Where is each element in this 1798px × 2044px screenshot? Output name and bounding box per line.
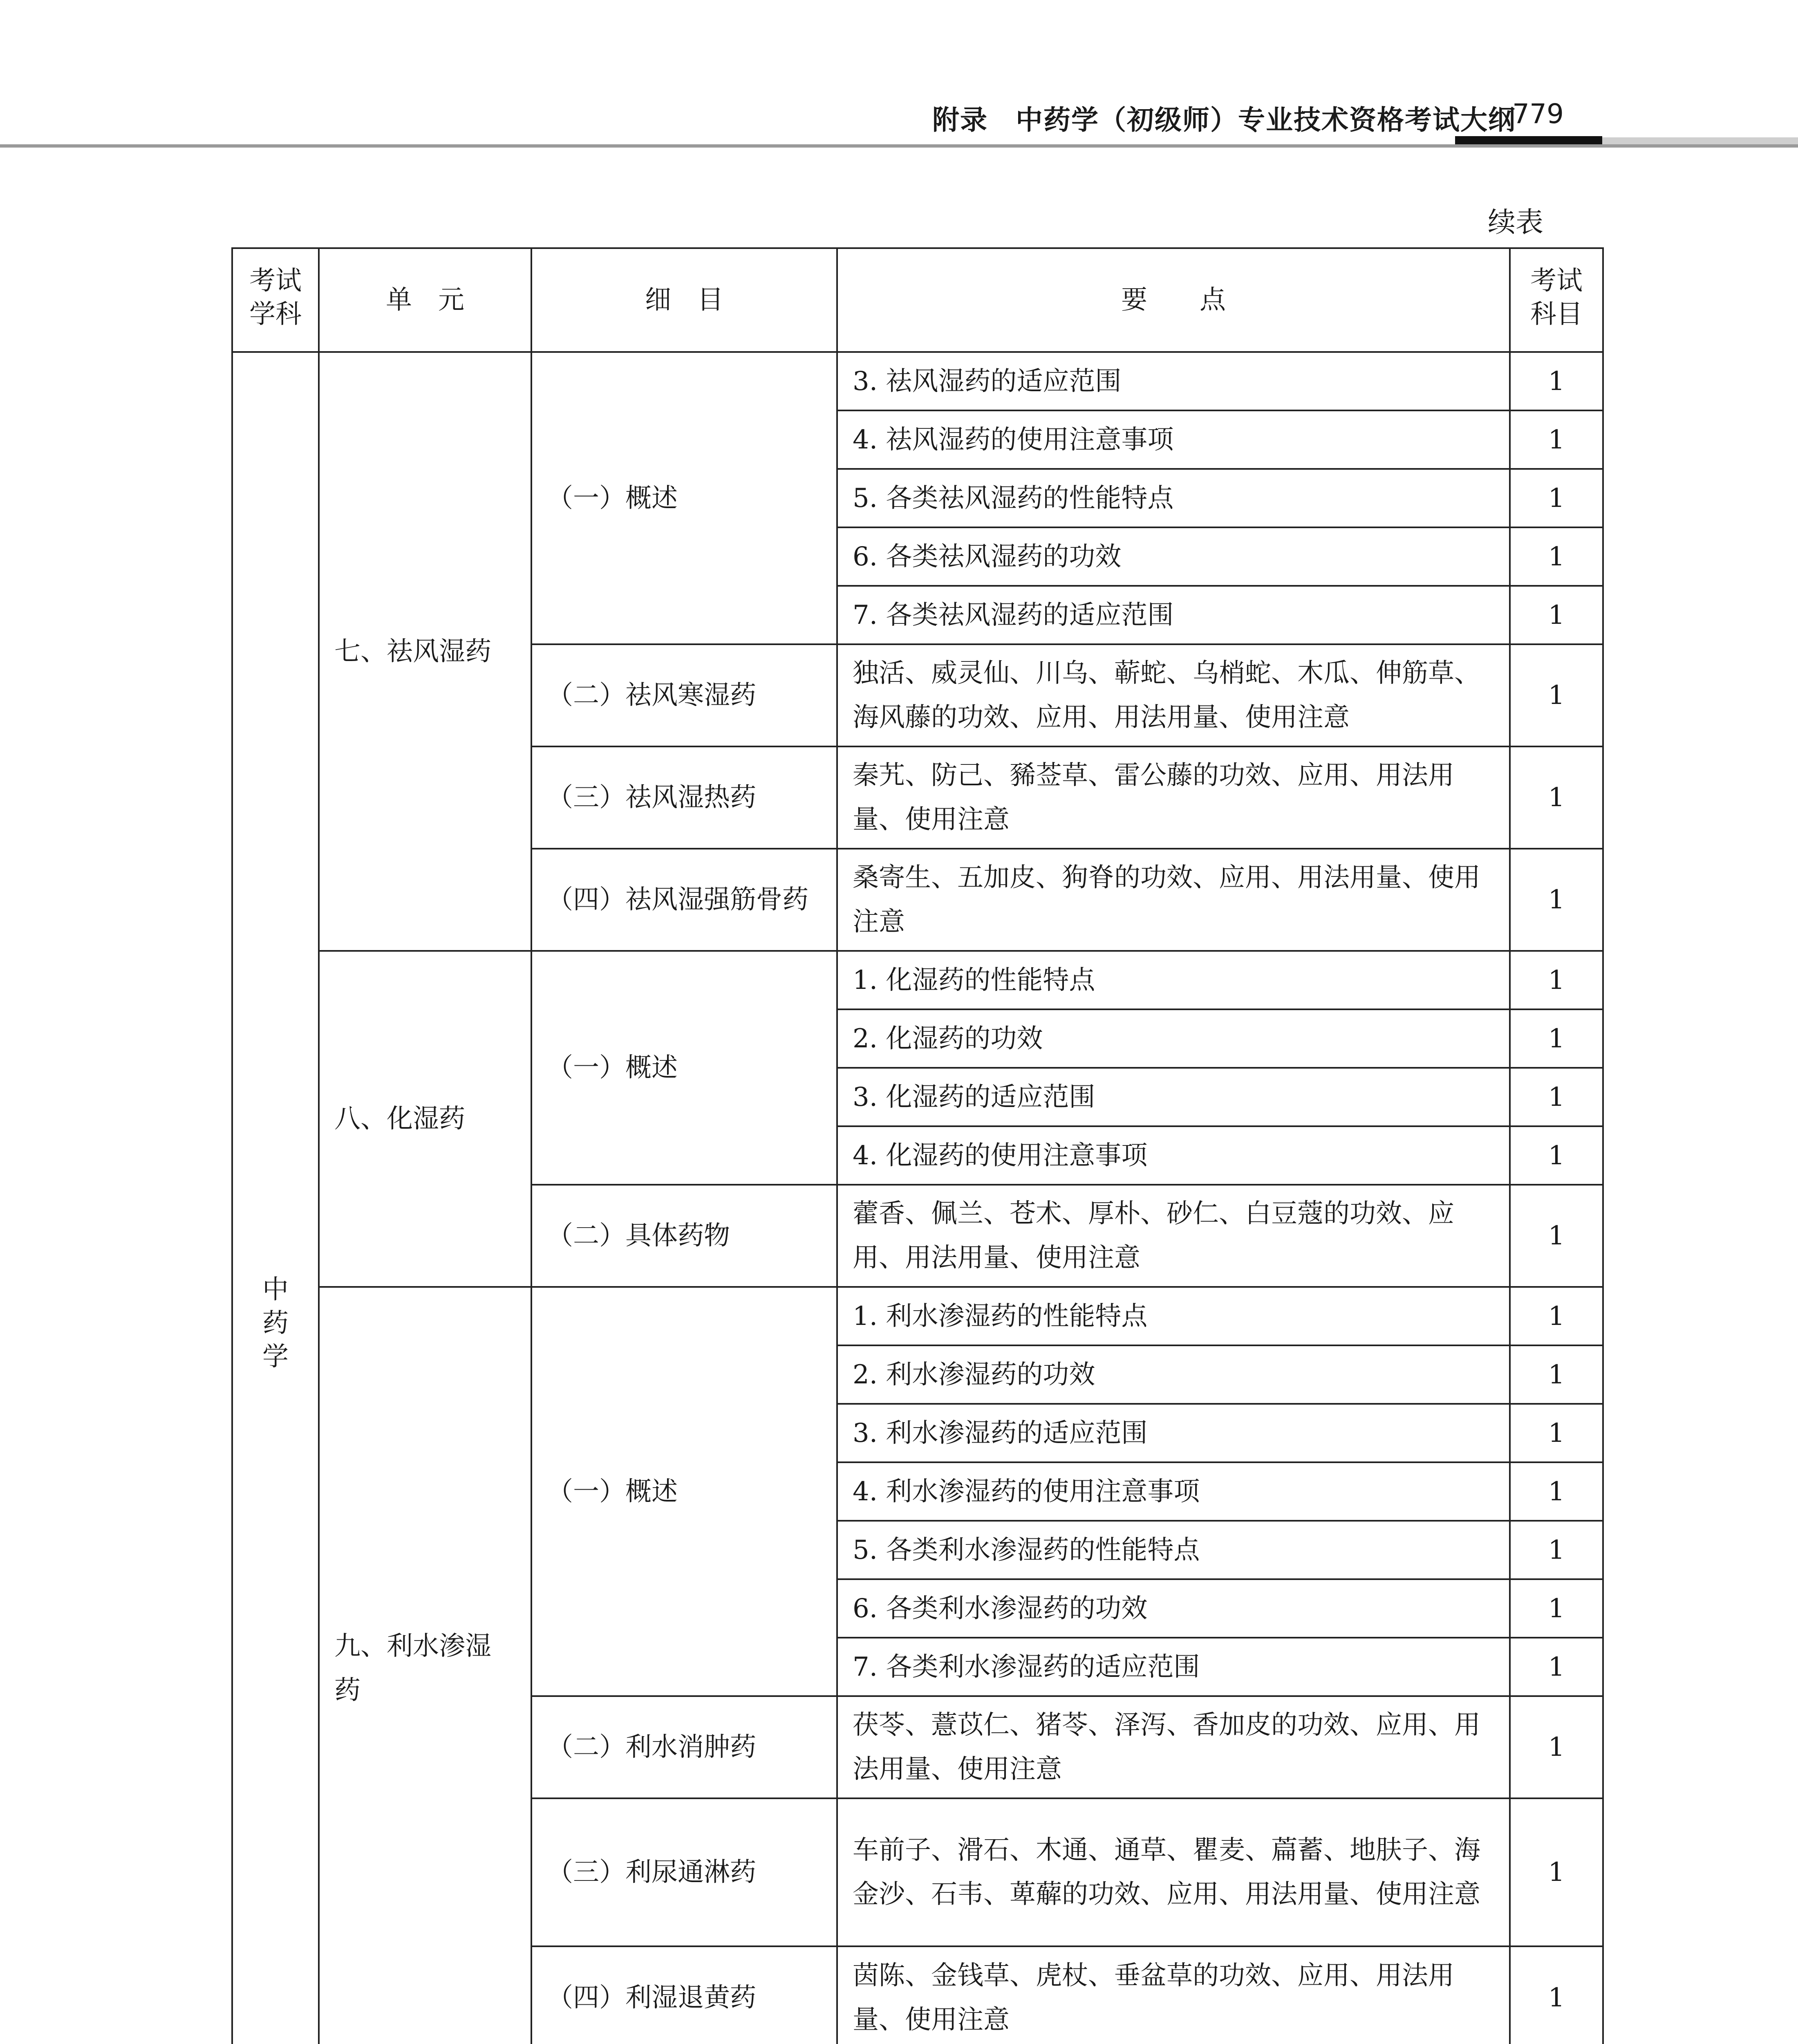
- table-row: [232, 352, 1603, 410]
- syllabus-table: [231, 247, 1604, 2044]
- exam-cell: 1: [1510, 951, 1603, 1009]
- col-header-subject: 考试学科: [232, 248, 319, 352]
- detail-cell: （二）祛风寒湿药: [531, 644, 837, 746]
- exam-cell: 1: [1510, 1068, 1603, 1126]
- point-cell: 1. 化湿药的性能特点: [837, 951, 1510, 1009]
- detail-cell: （三）祛风湿热药: [531, 746, 837, 849]
- table-row: [232, 951, 1603, 1009]
- exam-cell: 1: [1510, 849, 1603, 951]
- exam-cell: 1: [1510, 1009, 1603, 1068]
- point-cell: 3. 祛风湿药的适应范围: [837, 352, 1510, 410]
- col-header-unit: 单 元: [319, 248, 531, 352]
- point-cell: 5. 各类祛风湿药的性能特点: [837, 469, 1510, 527]
- table-row: [232, 1287, 1603, 1345]
- exam-cell: 1: [1510, 1946, 1603, 2044]
- point-cell: 4. 化湿药的使用注意事项: [837, 1126, 1510, 1185]
- exam-cell: 1: [1510, 1579, 1603, 1638]
- point-cell: 3. 利水渗湿药的适应范围: [837, 1404, 1510, 1462]
- exam-cell: 1: [1510, 1696, 1603, 1798]
- unit-cell: 九、利水渗湿药: [319, 1287, 531, 2044]
- detail-cell: （四）祛风湿强筋骨药: [531, 849, 837, 951]
- point-cell: 4. 利水渗湿药的使用注意事项: [837, 1462, 1510, 1521]
- detail-cell: （四）利湿退黄药: [531, 1946, 837, 2044]
- exam-cell: 1: [1510, 527, 1603, 586]
- header-rule: [0, 144, 1798, 148]
- point-cell: 2. 利水渗湿药的功效: [837, 1345, 1510, 1404]
- header-row: [232, 248, 1603, 352]
- point-cell: 1. 利水渗湿药的性能特点: [837, 1287, 1510, 1345]
- detail-cell: （二）利水消肿药: [531, 1696, 837, 1798]
- exam-cell: 1: [1510, 1521, 1603, 1579]
- point-cell: 茯苓、薏苡仁、猪苓、泽泻、香加皮的功效、应用、用法用量、使用注意: [837, 1696, 1510, 1798]
- detail-cell: （三）利尿通淋药: [531, 1798, 837, 1946]
- page-header: [0, 86, 1798, 155]
- exam-cell: 1: [1510, 1638, 1603, 1696]
- point-cell: 车前子、滑石、木通、通草、瞿麦、萹蓄、地肤子、海金沙、石韦、萆薢的功效、应用、用法用量、使用注意: [837, 1798, 1510, 1946]
- exam-cell: 1: [1510, 410, 1603, 469]
- running-title: 附录 中药学（初级师）专业技术资格考试大纲: [932, 104, 1516, 136]
- detail-cell: （一）概述: [531, 1287, 837, 1696]
- exam-cell: 1: [1510, 1798, 1603, 1946]
- point-cell: 桑寄生、五加皮、狗脊的功效、应用、用法用量、使用注意: [837, 849, 1510, 951]
- exam-cell: 1: [1510, 644, 1603, 746]
- point-cell: 7. 各类利水渗湿药的适应范围: [837, 1638, 1510, 1696]
- exam-cell: 1: [1510, 1126, 1603, 1185]
- unit-cell: 八、化湿药: [319, 951, 531, 1287]
- page-number: 779: [1512, 98, 1564, 130]
- col-header-points: 要 点: [837, 248, 1510, 352]
- point-cell: 茵陈、金钱草、虎杖、垂盆草的功效、应用、用法用量、使用注意: [837, 1946, 1510, 2044]
- col-header-detail: 细 目: [531, 248, 837, 352]
- point-cell: 4. 祛风湿药的使用注意事项: [837, 410, 1510, 469]
- exam-cell: 1: [1510, 1404, 1603, 1462]
- detail-cell: （一）概述: [531, 951, 837, 1185]
- unit-cell: 七、祛风湿药: [319, 352, 531, 951]
- point-cell: 藿香、佩兰、苍术、厚朴、砂仁、白豆蔻的功效、应用、用法用量、使用注意: [837, 1185, 1510, 1287]
- point-cell: 6. 各类祛风湿药的功效: [837, 527, 1510, 586]
- continued-label: 续表: [1488, 206, 1544, 239]
- point-cell: 秦艽、防己、豨莶草、雷公藤的功效、应用、用法用量、使用注意: [837, 746, 1510, 849]
- exam-cell: 1: [1510, 352, 1603, 410]
- point-cell: 5. 各类利水渗湿药的性能特点: [837, 1521, 1510, 1579]
- exam-cell: 1: [1510, 1345, 1603, 1404]
- exam-cell: 1: [1510, 1462, 1603, 1521]
- point-cell: 6. 各类利水渗湿药的功效: [837, 1579, 1510, 1638]
- point-cell: 2. 化湿药的功效: [837, 1009, 1510, 1068]
- subject-cell: 中药学: [232, 352, 319, 2044]
- exam-cell: 1: [1510, 469, 1603, 527]
- exam-cell: 1: [1510, 746, 1603, 849]
- detail-cell: （一）概述: [531, 352, 837, 644]
- point-cell: 3. 化湿药的适应范围: [837, 1068, 1510, 1126]
- exam-cell: 1: [1510, 586, 1603, 644]
- col-header-exam: 考试科目: [1510, 248, 1603, 352]
- point-cell: 独活、威灵仙、川乌、蕲蛇、乌梢蛇、木瓜、伸筋草、海风藤的功效、应用、用法用量、使用注意: [837, 644, 1510, 746]
- exam-cell: 1: [1510, 1287, 1603, 1345]
- point-cell: 7. 各类祛风湿药的适应范围: [837, 586, 1510, 644]
- detail-cell: （二）具体药物: [531, 1185, 837, 1287]
- exam-cell: 1: [1510, 1185, 1603, 1287]
